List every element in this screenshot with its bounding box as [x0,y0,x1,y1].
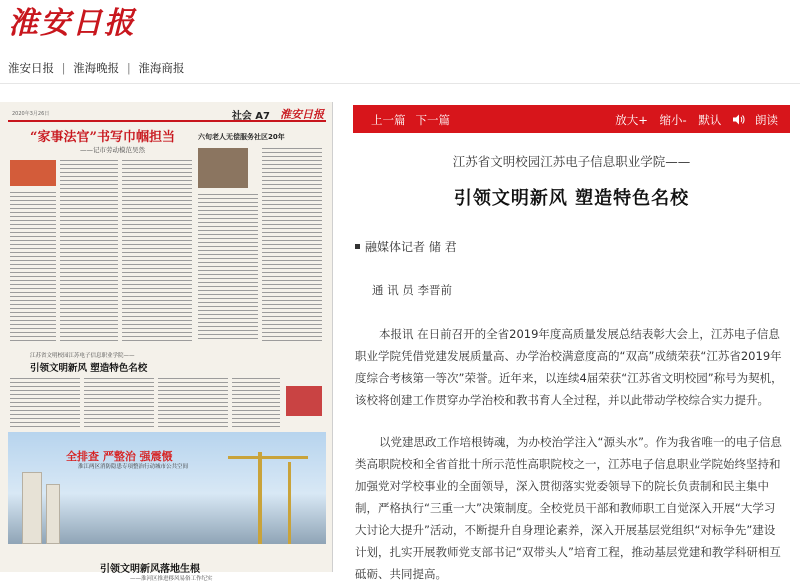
paper-photo-1 [10,160,56,186]
article-paragraph: 以党建思政工作培根铸魂，为办校治学注入“源头水”。作为我省唯一的电子信息类高职院校和全省首批十所示范性高职院校之一，江苏电子信息职业学院始终坚持和加强党对学校事业的全面领导，深入贯彻落实党委领导下的院长负责制和民主集中制，严格执行“三重一大”决策制度。全校党员干部和教师职工自觉深入开展“大学习大讨论大提升”活动，不断提升自身理论素养，深入开展基层党组织“对标争先”建设计划，扎实开展教师党支部书记“双带头人”培育工程，推动基层党建和教学科研相互砥砺、共同提高。 [355,435,782,581]
paper-date: 2020年3月26日 [12,111,50,117]
paper-band-title: 全排查 严整治 强震慑 [66,450,173,463]
nav-link-huaihai-evening[interactable]: 淮海晚报 [73,61,120,75]
paper-header [8,106,326,122]
article-byline [355,238,457,255]
byline-text: 融媒体记者 储 君 [365,240,457,254]
masthead [0,0,800,48]
zoom-out-button[interactable]: 缩小- [659,113,687,127]
default-size-button[interactable]: 默认 [698,113,722,127]
nav-separator: | [126,61,131,75]
paper-headline-right[interactable]: 六旬老人无偿服务社区20年 [198,133,285,141]
paper-text-column [198,194,258,342]
paper-band-crane [288,462,291,544]
text-tools [607,112,778,128]
paper-band-crane [258,452,262,544]
paper-headline-bottom[interactable]: 引领文明新风落地生根 [100,564,200,575]
paper-headline-mid[interactable]: 引领文明新风 塑造特色名校 [30,363,148,374]
paper-headline-top[interactable]: “家事法官”书写巾帼担当 [30,130,175,145]
paper-logo: 淮安日报 [280,108,324,121]
newspaper-page-thumbnail[interactable] [0,102,333,582]
paper-photo-2 [198,148,248,188]
nav-separator: | [61,61,66,75]
speaker-icon [733,114,745,125]
paper-photo-3 [286,386,322,416]
paper-text-column [84,378,154,428]
paper-text-column [262,148,322,342]
article-correspondent: 通 讯 员 李晋前 [372,283,452,297]
next-article-link[interactable]: 下一篇 [415,113,450,127]
paper-band-crane [228,456,308,459]
zoom-in-button[interactable]: 放大+ [615,113,648,127]
paper-photo-band[interactable] [8,432,326,544]
article-paragraph: 本报讯 在日前召开的全省2019年度高质量发展总结表彰大会上，江苏电子信息职业学院凭借党建发展质量高、办学治校满意度高的“双高”成绩荣获“江苏省2019年度综合考核第一等次”荣誉。近年来，以连续4届荣获“江苏省文明校园”称号为契机，该校将创建工作贯穿办学治校和教书育人全过程，并以此带动学校综合实力提升。 [355,327,783,407]
article-kicker: 江苏省文明校园江苏电子信息职业学院—— [452,154,691,169]
paper-text-column [10,378,80,428]
paper-text-column [60,160,118,342]
read-aloud-label: 朗读 [755,113,778,127]
paper-headline-top-sub: ——记市劳动模范吴然 [80,146,145,154]
bullet-icon [355,244,360,249]
article-title: 引领文明新风 塑造特色名校 [453,188,690,209]
nav-link-huaihai-business[interactable]: 淮海商报 [138,61,185,75]
paper-text-column [158,378,228,428]
paper-band-subtitle: 淮江两区消防隐患专项整治行动城市公共空间 [78,464,189,470]
paper-text-column [232,378,280,428]
paper-section: 社会 A7 [231,111,270,122]
nav-links [8,60,184,76]
top-nav [0,52,800,84]
paper-text-column [122,160,192,342]
article-toolbar [353,105,790,133]
paper-headline-mid-pre: 江苏省文明校园江苏电子信息职业学院—— [30,353,135,359]
site-logo[interactable]: 淮安日报 [8,6,136,41]
paper-text-column [10,192,56,342]
paper-band-building [22,472,42,544]
prev-article-link[interactable]: 上一篇 [371,113,406,127]
nav-link-huaian-daily[interactable]: 淮安日报 [8,61,54,75]
paper-headline-bottom-sub: ——淮河区推进移风易俗工作纪实 [130,576,213,582]
article-pager [371,112,460,128]
read-aloud-button[interactable] [733,113,778,127]
paper-band-building [46,484,60,544]
